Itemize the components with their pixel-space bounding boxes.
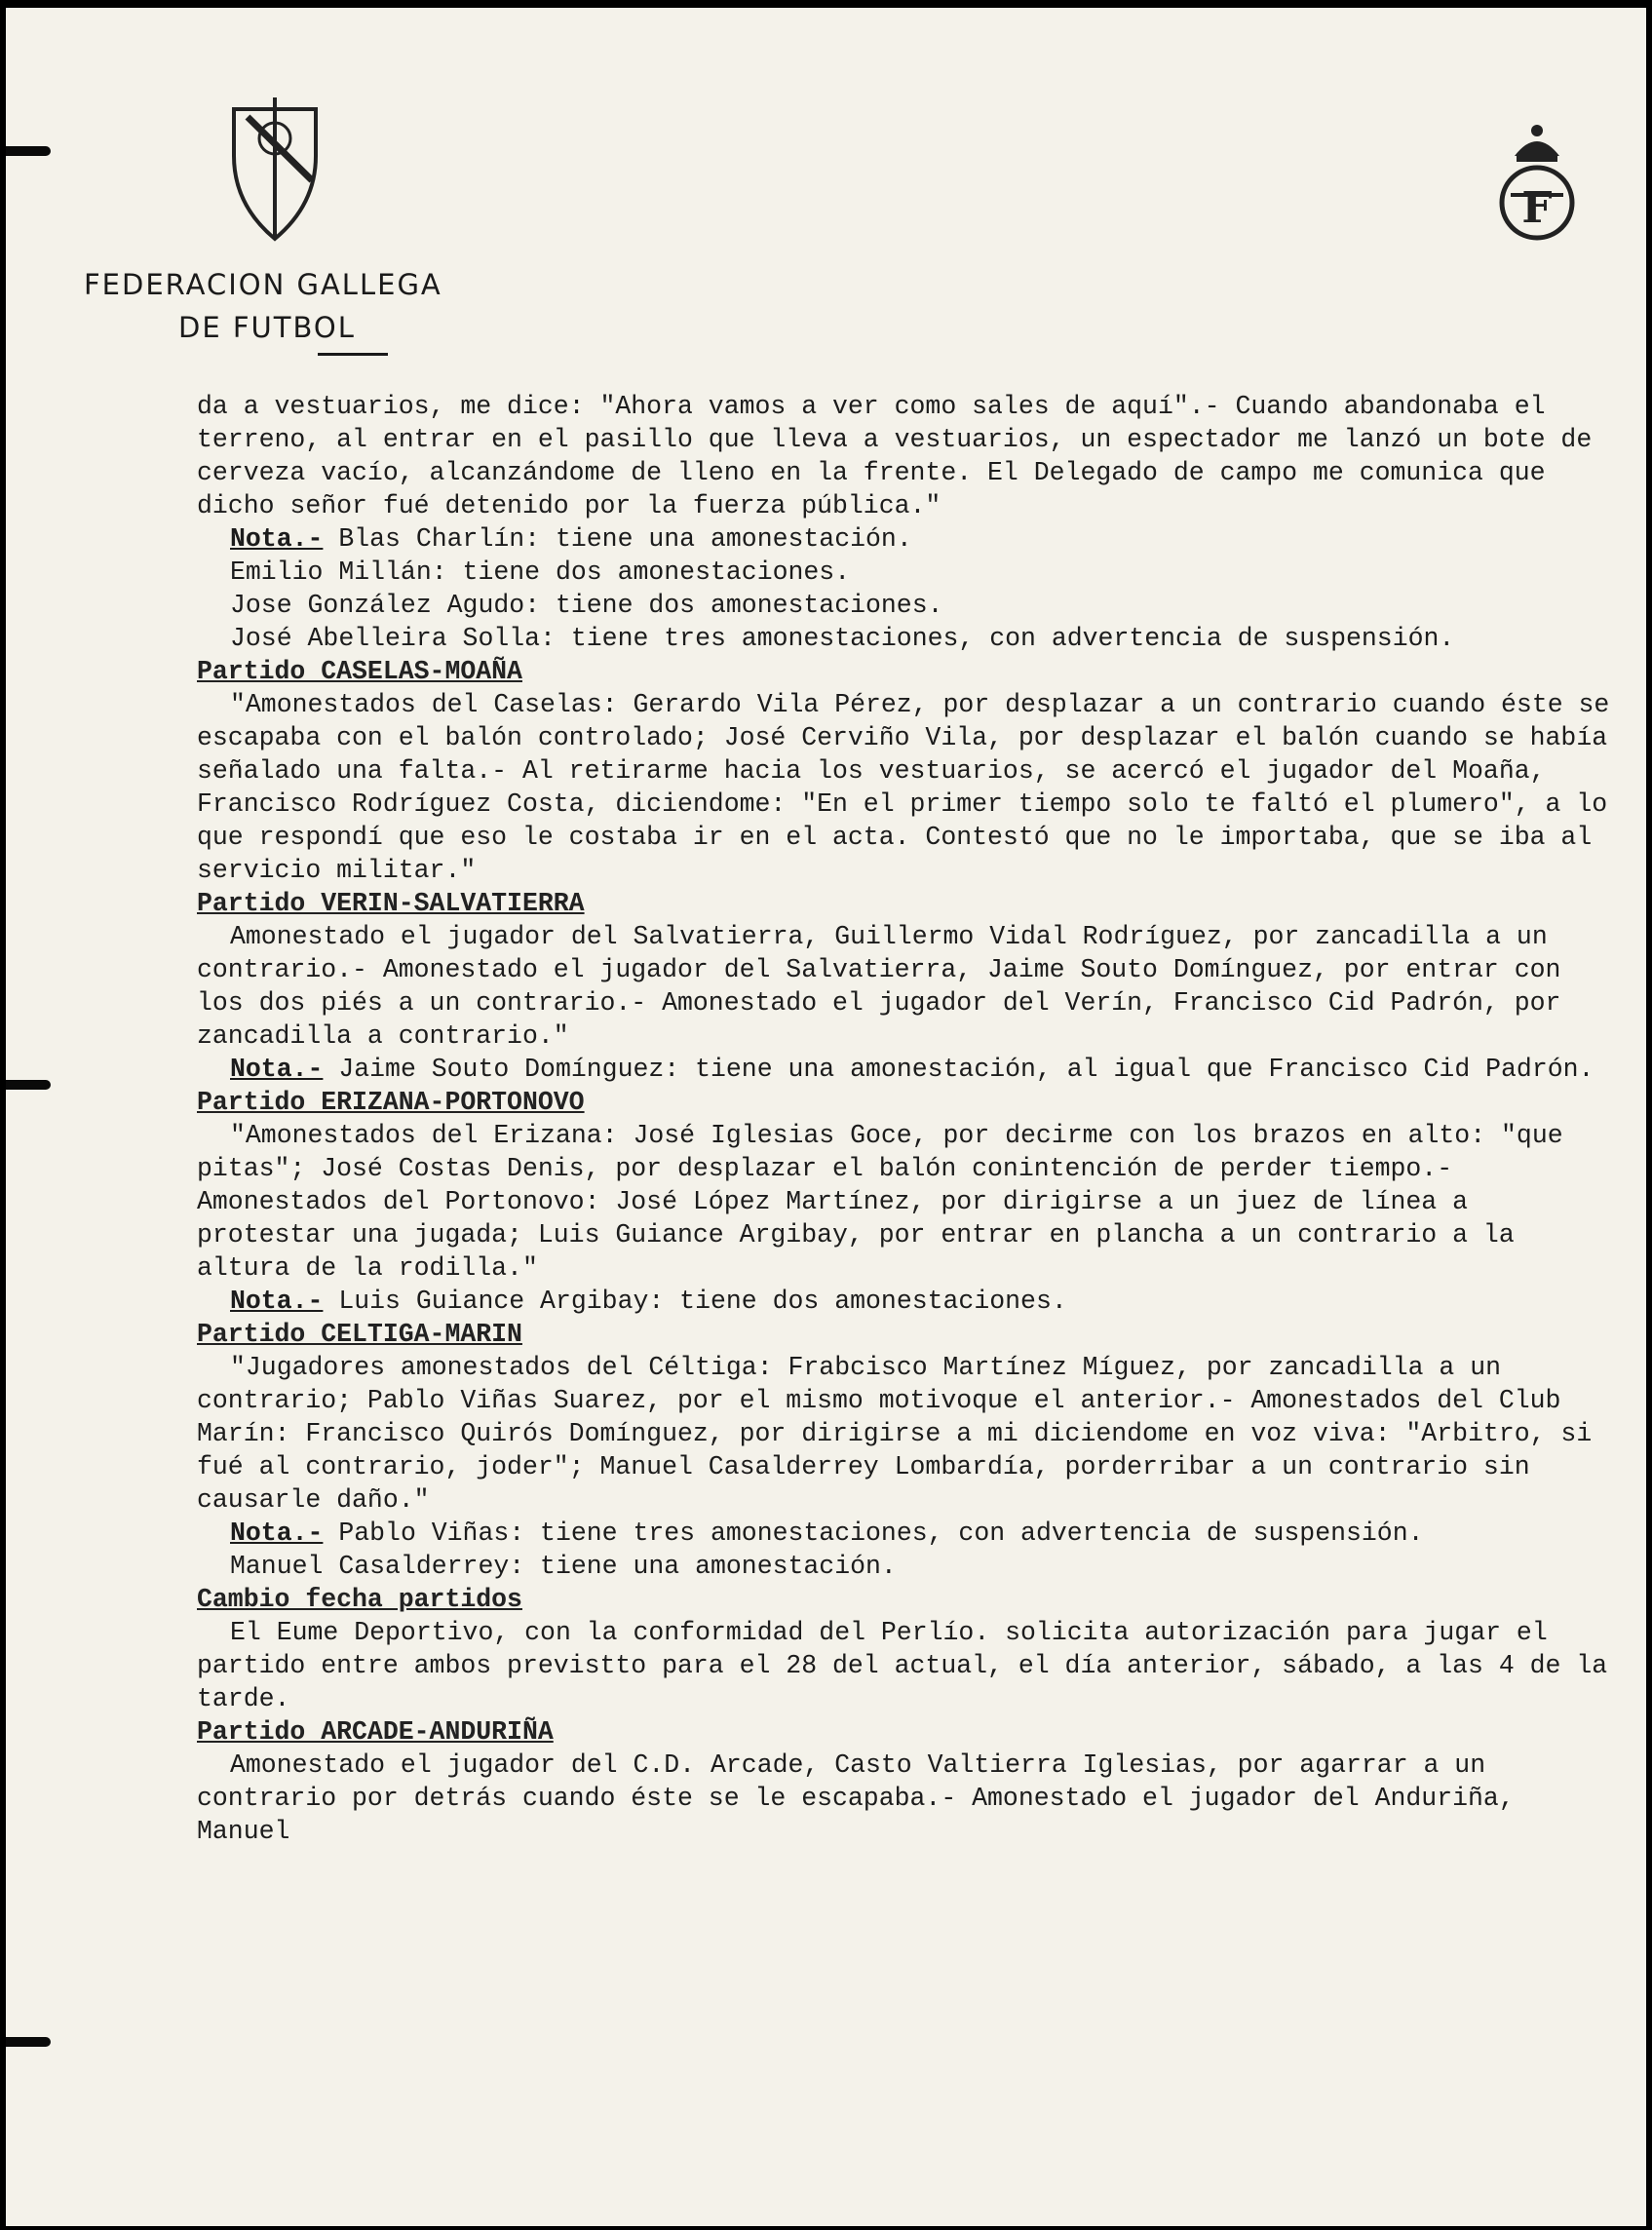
document-body xyxy=(197,390,1620,1848)
section-heading: Partido VERIN-SALVATIERRA xyxy=(197,889,585,918)
nota-text: Pablo Viñas: tiene tres amonestaciones, con advertencia de suspensión. xyxy=(338,1519,1424,1548)
section-heading: Cambio fecha partidos xyxy=(197,1585,522,1614)
section-heading: Partido CELTIGA-MARIN xyxy=(197,1320,522,1349)
galician-federation-shield-logo xyxy=(226,97,324,244)
nota-label: Nota.- xyxy=(230,1519,324,1548)
section-body: Amonestado el jugador del Salvatierra, Guillermo Vidal Rodríguez, por zancadilla a un contrario.- Amonestado el jugador del Salvatierra, Jaime Souto Domínguez, por entrar con los dos piés a un contrario.- Amonestado el jugador del Verín, Francisco Cid Padrón, por zancadilla a contrario." xyxy=(197,922,1561,1051)
nota-line: Manuel Casalderrey: tiene una amonestación. xyxy=(230,1552,897,1581)
nota-line xyxy=(197,522,1620,556)
section-body: "Jugadores amonestados del Céltiga: Frabcisco Martínez Míguez, por zancadilla a un contrario; Pablo Viñas Suarez, por el mismo motivoque el anterior.- Amonestados del Club Marín: Francisco Quirós Domínguez, por dirigirse a mi diciendome en voz viva: "Arbitro, si fué al contrario, joder"; Manuel Casalderrey Lombardía, porderribar a un contrario sin causarle daño." xyxy=(197,1353,1593,1515)
nota-text: Luis Guiance Argibay: tiene dos amonestaciones. xyxy=(338,1287,1067,1316)
section-body: El Eume Deportivo, con la conformidad del Perlío. solicita autorización para jugar el partido entre ambos previstto para el 28 del actual, el día anterior, sábado, a las 4 de la tarde. xyxy=(197,1618,1608,1713)
nota-line: José Abelleira Solla: tiene tres amonestaciones, con advertencia de suspensión. xyxy=(230,624,1455,653)
nota-text: Jaime Souto Domínguez: tiene una amonestación, al igual que Francisco Cid Padrón. xyxy=(338,1055,1594,1084)
binder-hole xyxy=(6,1080,51,1090)
nota-line xyxy=(197,1285,1620,1318)
nota-text: Blas Charlín: tiene una amonestación. xyxy=(338,524,912,554)
org-name-line2: DE FUTBOL xyxy=(178,311,356,344)
nota-line: Emilio Millán: tiene dos amonestaciones. xyxy=(230,558,851,587)
binder-hole xyxy=(6,146,51,156)
section-body: "Amonestados del Caselas: Gerardo Vila Pérez, por desplazar a un contrario cuando éste se escapaba con el balón controlado; José Cerviño Vila, por desplazar el balón cuando se había señalado una falta.- Al retirarme hacia los vestuarios, se acercó el jugador del Moaña, Francisco Rodríguez Costa, diciendome: "En el primer tiempo solo te faltó el plumero", a lo que respondí que eso le costaba ir en el acta. Contestó que no le importaba, que se iba al servicio militar." xyxy=(197,690,1610,885)
org-name-line1: FEDERACION GALLEGA xyxy=(84,268,442,301)
nota-line xyxy=(197,1517,1620,1550)
nota-label: Nota.- xyxy=(230,524,324,554)
section-body: Amonestado el jugador del C.D. Arcade, Casto Valtierra Iglesias, por agarrar a un contrario por detrás cuando éste se le escapaba.- Amonestado el jugador del Anduriña, Manuel xyxy=(197,1750,1515,1846)
nota-line xyxy=(197,1053,1620,1086)
letterhead-rule xyxy=(318,353,388,356)
nota-label: Nota.- xyxy=(230,1287,324,1316)
letterhead xyxy=(84,263,493,356)
document-page xyxy=(6,8,1646,2226)
svg-text:F: F xyxy=(1521,183,1553,233)
nota-label: Nota.- xyxy=(230,1055,324,1084)
section-heading: Partido ARCADE-ANDURIÑA xyxy=(197,1717,554,1747)
spanish-federation-crown-emblem xyxy=(1493,117,1581,244)
intro-paragraph: da a vestuarios, me dice: "Ahora vamos a ver como sales de aquí".- Cuando abandonaba el terreno, al entrar en el pasillo que lleva a vestuarios, un espectador me lanzó un bote de cerveza vacío, alcanzándome de lleno en la frente. El Delegado de campo me comunica que dicho señor fué detenido por la fuerza pública." xyxy=(197,392,1593,520)
section-body: "Amonestados del Erizana: José Iglesias Goce, por decirme con los brazos en alto: "que pitas"; José Costas Denis, por desplazar el balón conintención de perder tiempo.- Amonestados del Portonovo: José López Martínez, por dirigirse a un juez de línea a protestar una jugada; Luis Guiance Argibay, por entrar en plancha a un contrario a la altura de la rodilla." xyxy=(197,1121,1563,1283)
section-heading: Partido ERIZANA-PORTONOVO xyxy=(197,1088,585,1117)
nota-line: Jose González Agudo: tiene dos amonestaciones. xyxy=(230,591,943,620)
section-heading: Partido CASELAS-MOAÑA xyxy=(197,657,522,686)
binder-hole xyxy=(6,2037,51,2047)
